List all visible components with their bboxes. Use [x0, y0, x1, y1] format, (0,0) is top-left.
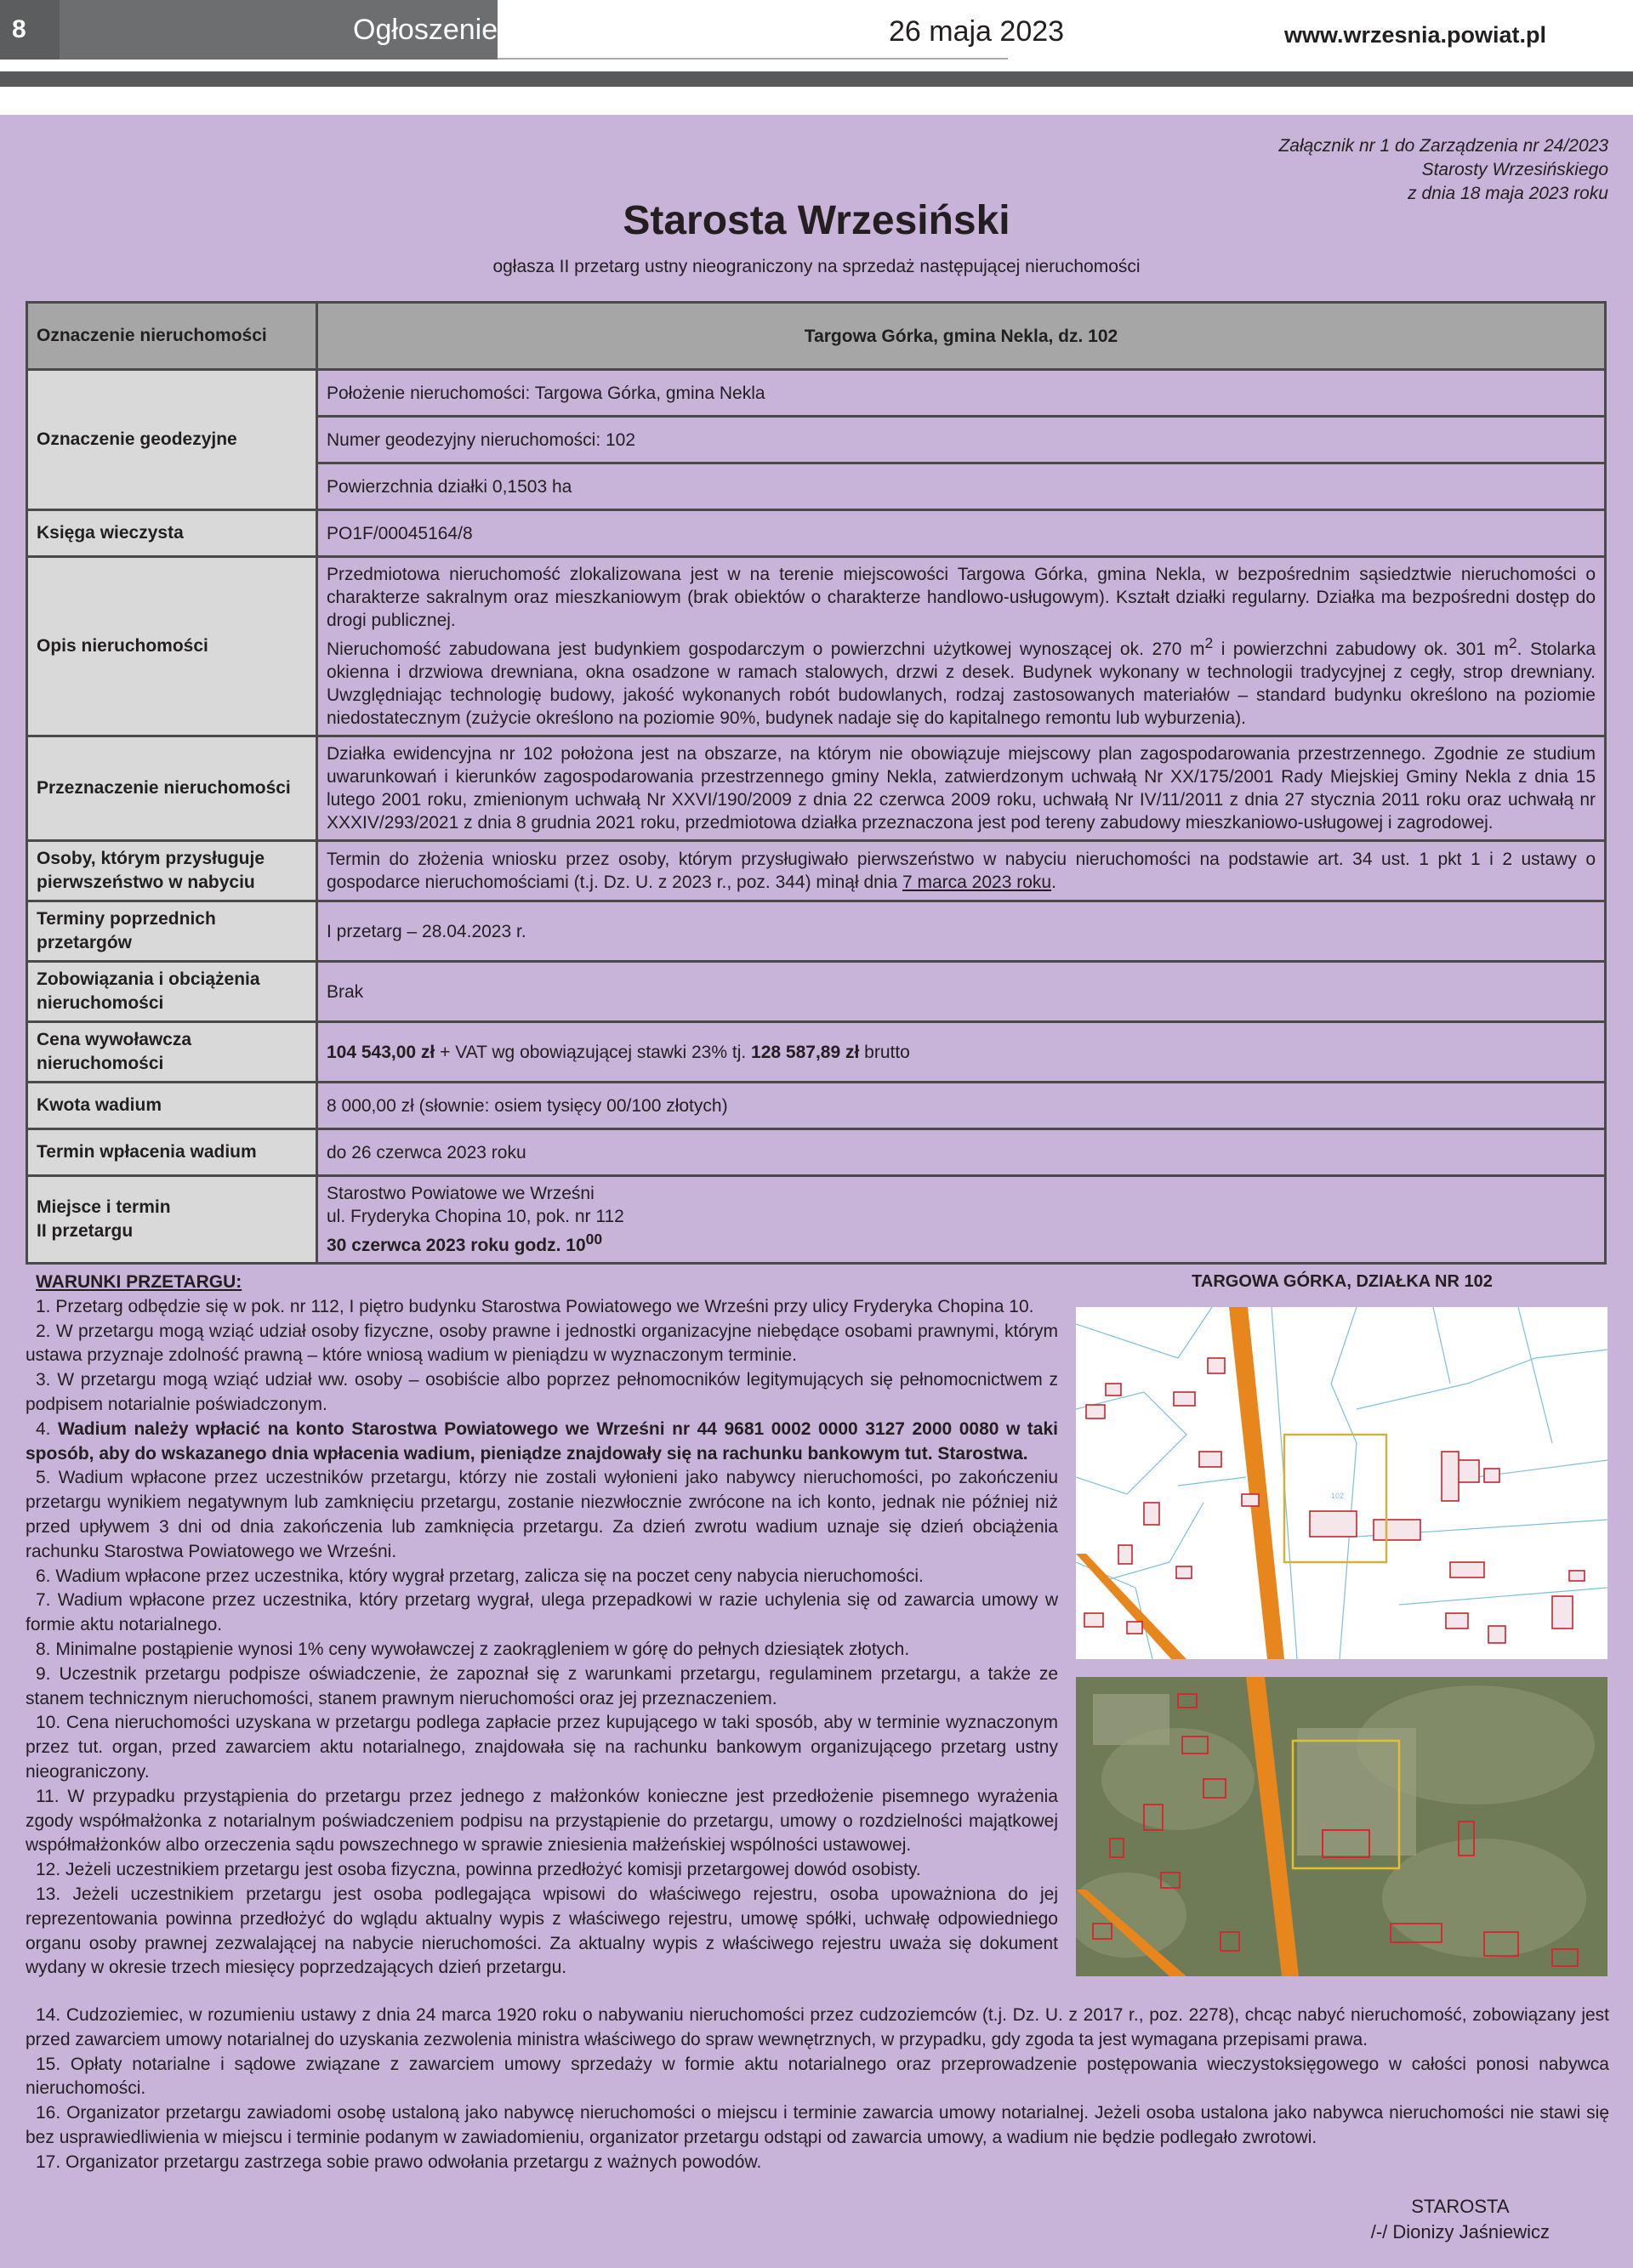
page-number: 8 [0, 0, 60, 60]
price-text: + VAT wg obowiązującej stawki 23% tj. [435, 1042, 752, 1062]
announcement-title: Starosta Wrzesiński [623, 198, 1010, 243]
building-outline [1450, 1562, 1484, 1577]
condition-item: 15. Opłaty notarialne i sądowe związane z zawarciem umowy sprzedaży w formie aktu notarialnego oraz przeprowadzenie postępowania wieczystoksięgowego w całości ponosi nabywca nieruchomości. [26, 2054, 1609, 2099]
section-label-text: Ogłoszenie [353, 14, 498, 46]
geodesy-area: Powierzchnia działki 0,1503 ha [317, 463, 1606, 510]
highlighted-parcel-102 [1284, 1435, 1386, 1562]
table-row [27, 1129, 1606, 1176]
priority-date: 7 marca 2023 roku [902, 873, 1052, 892]
land-register-value: PO1F/00045164/8 [317, 510, 1606, 557]
condition-item: 17. Organizator przetargu zastrzega sobie prawo odwołania przetargu z ważnych powodów. [36, 2151, 762, 2172]
place-label [27, 1176, 317, 1264]
condition-item: 1. Przetarg odbędzie się w pok. nr 112, I piętro budynku Starostwa Powiatowego we Wrześni przy ulicy Fryderyka Chopina 10. [36, 1296, 1034, 1316]
description-text: . Stolarka okienna i drzwiowa drewniana, okna osadzone w ramach stalowych, drzwi z desek. Budynek wykonany w technologii tradycyjnej z cegły, strop drewniany. Uwzględniając technologię budowy, jakość wykonanych robót budowlanych, rodzaj zastosowanych materiałów – standard budynku określono na poziomie niedostatecznym (zużycie określono na poziomie 90%, budynek nadaje się do kapitalnego remontu lub wyburzenia). [327, 639, 1596, 728]
table-row [27, 736, 1606, 841]
place-value [317, 1176, 1606, 1264]
table-row [27, 510, 1606, 557]
table-row [27, 1176, 1606, 1264]
annex-line-3: z dnia 18 maja 2023 roku [1408, 184, 1608, 203]
website-link[interactable]: www.wrzesnia.powiat.pl [1283, 22, 1546, 48]
price-gross: 128 587,89 zł [751, 1042, 860, 1062]
priority-value: Termin do złożenia wniosku przez osoby, którym przysługiwało pierwszeństwo w nabyciu nieruchomości na podstawie art. 34 ust. 1 pkt 1 i 2 ustawy o gospodarce nieruchomościami (t.j. Dz. U. z 2023 r., poz. 344) minął dnia 7 marca 2023 roku. [317, 841, 1606, 901]
description-text: Nieruchomość zabudowana jest budynkiem gospodarczym o powierzchni użytkowej wynoszącej ok. 270 m [327, 639, 1205, 659]
place-datetime: 30 czerwca 2023 roku godz. 10 [327, 1236, 586, 1255]
land-register-label: Księga wieczysta [27, 510, 317, 557]
place-line-1: Starostwo Powiatowe we Wrześni [327, 1184, 595, 1203]
superscript: 2 [1508, 634, 1517, 651]
geodesy-location: Położenie nieruchomości: Targowa Górka, gmina Nekla [317, 370, 1606, 417]
building-outline [1442, 1452, 1459, 1501]
condition-item: 6. Wadium wpłacone przez uczestnika, który wygrał przetarg, zalicza się na poczet ceny nabycia nieruchomości. [36, 1566, 924, 1586]
purpose-value: Działka ewidencyjna nr 102 położona jest na obszarze, na którym nie obowiązuje miejscowy plan zagospodarowania przestrzennego. Zgodnie ze studium uwarunkowań i kierunków zagospodarowania przestrzennego gminy Nekla, zatwierdzonym uchwałą Nr XX/175/2001 Rady Miejskiej Gminy Nekla z dnia 15 lutego 2001 roku, zmienionym uchwałą Nr XXVI/190/2009 z dnia 22 czerwca 2009 roku, uchwałą Nr IV/11/2011 z dnia 27 stycznia 2011 roku oraz uchwałą nr XXXIV/293/2021 z dnia 8 grudnia 2021 roku, przedmiotowa działka przeznaczona jest pod tereny zabudowy mieszkaniowo-usługowej i zagrodowej. [317, 736, 1606, 841]
priority-text: Termin do złożenia wniosku przez osoby, którym przysługiwało pierwszeństwo w nabyciu nieruchomości na podstawie art. 34 ust. 1 pkt 1 i 2 ustawy o gospodarce nieruchomościami (t.j. Dz. U. z 2023 r., poz. 344) minął dnia [327, 850, 1596, 892]
description-paragraph-1: Przedmiotowa nieruchomość zlokalizowana jest w na terenie miejscowości Targowa Górka, gmina Nekla, w bezpośrednim sąsiedztwie nieruchomości o charakterze sakralnym oraz mieszkaniowym (brak obiektów o charakterze handlowo-usługowym). Kształt działki regularny. Działka ma bezpośredni dostęp do drogi publicznej. [327, 565, 1596, 630]
designation-label: Oznaczenie nieruchomości [27, 303, 317, 370]
announcement-subtitle: ogłasza II przetarg ustny nieograniczony na sprzedaż następującej nieruchomości [492, 257, 1141, 276]
purpose-label: Przeznaczenie nieruchomości [27, 736, 317, 841]
table-row [27, 901, 1606, 962]
condition-item: 5. Wadium wpłacone przez uczestników przetargu, którzy nie zostali wyłonieni jako nabywcy nieruchomości, po zakończeniu przetargu wynikiem negatywnym lub zamknięciu przetargu, zostanie niezwłocznie zwrócone na ich konto, jednak nie później niż przed upływem 3 dni od dnia zakończenia lub zamknięcia przetargu. Za dzień zwrotu wadium uznaje się dzień obciążenia rachunku Starostwa Powiatowego we Wrześni. [26, 1468, 1058, 1561]
table-row [27, 303, 1606, 370]
tender-conditions-continued [26, 2004, 1609, 2175]
price-text: brutto [859, 1042, 910, 1062]
condition-item: 12. Jeżeli uczestnikiem przetargu jest osoba fizyczna, powinna przedłożyć komisji przetargowej dowód osobisty. [36, 1860, 921, 1880]
orthophoto-map [1076, 1677, 1607, 1976]
cadastral-map [1076, 1307, 1607, 1659]
obligations-value: Brak [317, 962, 1606, 1022]
table-row [27, 841, 1606, 901]
previous-tenders-label: Terminy poprzednich przetargów [27, 901, 317, 962]
obligations-label: Zobowiązania i obciążenia nieruchomości [27, 962, 317, 1022]
superscript: 2 [1204, 634, 1214, 651]
description-value [317, 557, 1606, 736]
annex-line-1: Załącznik nr 1 do Zarządzenia nr 24/2023 [1278, 136, 1608, 156]
table-row [27, 1022, 1606, 1083]
property-table [26, 301, 1607, 1265]
deposit-value: 8 000,00 zł (słownie: osiem tysięcy 00/100 złotych) [317, 1083, 1606, 1129]
header-rule [498, 58, 1008, 60]
header-bar [0, 71, 1633, 87]
condition-item: 8. Minimalne postąpienie wynosi 1% ceny wywoławczej z zaokrągleniem w górę do pełnych dziesiątek złotych. [36, 1639, 910, 1659]
place-line-3 [327, 1228, 1596, 1257]
place-label-line-1: Miejsce i termin [37, 1197, 171, 1217]
section-label [60, 0, 498, 60]
deposit-date-value: do 26 czerwca 2023 roku [317, 1129, 1606, 1176]
previous-tenders-value: I przetarg – 28.04.2023 r. [317, 901, 1606, 962]
price-value [317, 1022, 1606, 1083]
condition-item: 9. Uczestnik przetargu podpisze oświadczenie, że zapoznał się z warunkami przetargu, regulaminem przetargu, a także ze stanem technicznym nieruchomości, stanem prawnym nieruchomości oraz jej przeznaczeniem. [26, 1663, 1058, 1708]
description-label: Opis nieruchomości [27, 557, 317, 736]
condition-item: 11. W przypadku przystąpienia do przetargu przez jednego z małżonków konieczne jest przedłożenie pisemnego wyrażenia zgody współmałżonka z notarialnym poświadczeniem podpisu na przystąpienie do przetargu, umowy o rozdzielności majątkowej współmałżonków albo orzeczenia sądu powszechnego w sprawie zniesienia małżeńskiej wspólności ustawowej. [26, 1786, 1058, 1856]
table-row [27, 962, 1606, 1022]
condition-item: 2. W przetargu mogą wziąć udział osoby fizyczne, osoby prawne i jednostki organizacyjne niebędące osobami prawnymi, którym ustawa przyznaje zdolność prawną – które wniosą wadium w pieniądzu w wyznaczonym terminie. [26, 1321, 1058, 1366]
condition-item: 14. Cudzoziemiec, w rozumieniu ustawy z dnia 24 marca 1920 roku o nabywaniu nieruchomości przez cudzoziemców (t.j. Dz. U. z 2017 r., poz. 2278), chcąc nabyć nieruchomość, zobowiązany jest przed zawarciem umowy notarialnej do uzyskania zezwolenia ministra właściwego do spraw wewnętrznych, w przypadku, gdy zgoda ta jest wymagana przepisami prawa. [26, 2005, 1609, 2049]
table-row [27, 370, 1606, 417]
signature-name: /-/ Dionizy Jaśniewicz [1370, 2221, 1550, 2242]
condition-item: 16. Organizator przetargu zawiadomi osobę ustaloną jako nabywcę nieruchomości o miejscu i terminie zawarcia umowy notarialnej. Jeżeli osoba ustalona jako nabywca nieruchomości nie stawi się bez usprawiedliwienia w miejscu i terminie podanym w zawiadomieniu, organizator przetargu odstąpi od zawarcia umowy, a wadium nie będzie podlegało zwrotowi. [26, 2103, 1609, 2147]
cadastral-map-drawing [1076, 1307, 1607, 1659]
condition-bold: Wadium należy wpłacić na konto Starostwa Powiatowego we Wrześni nr 44 9681 0002 0000 3127 2000 0080 w taki sposób, aby do wskazanego dnia wpłacenia wadium, pieniądze znajdowały się na rachunku bankowym tut. Starostwa. [26, 1418, 1058, 1464]
table-row [27, 1083, 1606, 1129]
priority-label: Osoby, którym przysługuje pierwszeństwo w nabyciu [27, 841, 317, 901]
annex-line-2: Starosty Wrzesińskiego [1421, 160, 1608, 179]
price-net: 104 543,00 zł [327, 1042, 435, 1062]
signature-role: STAROSTA [1411, 2196, 1510, 2217]
geodesy-label: Oznaczenie geodezyjne [27, 370, 317, 510]
parcel-boundaries [1076, 1307, 1607, 1659]
place-time-sup: 00 [585, 1231, 603, 1248]
deposit-date-label: Termin wpłacenia wadium [27, 1129, 317, 1176]
description-text: i powierzchni zabudowy ok. 301 m [1213, 639, 1509, 659]
geodesy-number: Numer geodezyjny nieruchomości: 102 [317, 417, 1606, 463]
condition-number: 4. [36, 1418, 59, 1439]
annex-note [1278, 134, 1608, 206]
table-row [27, 557, 1606, 736]
map-title: TARGOWA GÓRKA, DZIAŁKA NR 102 [1192, 1272, 1493, 1291]
signature-block [1371, 2194, 1550, 2245]
place-line-2: ul. Fryderyka Chopina 10, pok. nr 112 [327, 1207, 624, 1226]
condition-item: 3. W przetargu mogą wziąć udział ww. osoby – osobiście albo poprzez pełnomocników legitymujących się pełnomocnictwem z podpisem notarialnie poświadczonym. [26, 1370, 1058, 1414]
orthophoto-drawing [1076, 1677, 1607, 1976]
description-paragraph-2 [327, 632, 1596, 730]
deposit-label: Kwota wadium [27, 1083, 317, 1129]
condition-item: 13. Jeżeli uczestnikiem przetargu jest osoba podlegająca wpisowi do właściwego rejestru, osoba upoważniona do jej reprezentowania powinna przedłożyć do wglądu aktualny wypis z właściwego rejestru, umowę spółki, uchwałę odpowiedniego organu osoby prawnej zezwalającej na nabycie nieruchomości. Za aktualny wypis z właściwego rejestru uważa się dokument wydany w okresie trzech miesięcy poprzedzających dzień przetargu. [26, 1884, 1058, 1978]
place-label-line-2: II przetargu [37, 1221, 134, 1241]
parcel-number-label: 102 [1331, 1492, 1345, 1500]
conditions-heading: WARUNKI PRZETARGU: [36, 1272, 242, 1292]
tender-conditions [26, 1270, 1058, 1981]
designation-value: Targowa Górka, gmina Nekla, dz. 102 [317, 303, 1606, 370]
roads [1076, 1307, 1284, 1659]
issue-date: 26 maja 2023 [889, 15, 1065, 48]
condition-item: 10. Cena nieruchomości uzyskana w przetargu podlega zapłacie przez kupującego w taki sposób, aby w terminie wyznaczonym przez tut. organ, przed zawarciem aktu notarialnego, znajdowała się na rachunku bankowym organizującego przetarg ustny nieograniczony. [26, 1713, 1058, 1782]
condition-item: 7. Wadium wpłacone przez uczestnika, który przetarg wygrał, ulega przepadkowi w razie uchylenia się od zawarcia umowy w formie aktu notarialnego. [26, 1590, 1058, 1635]
condition-item [26, 1418, 1058, 1467]
buildings [1084, 1358, 1585, 1643]
price-label: Cena wywoławcza nieruchomości [27, 1022, 317, 1083]
